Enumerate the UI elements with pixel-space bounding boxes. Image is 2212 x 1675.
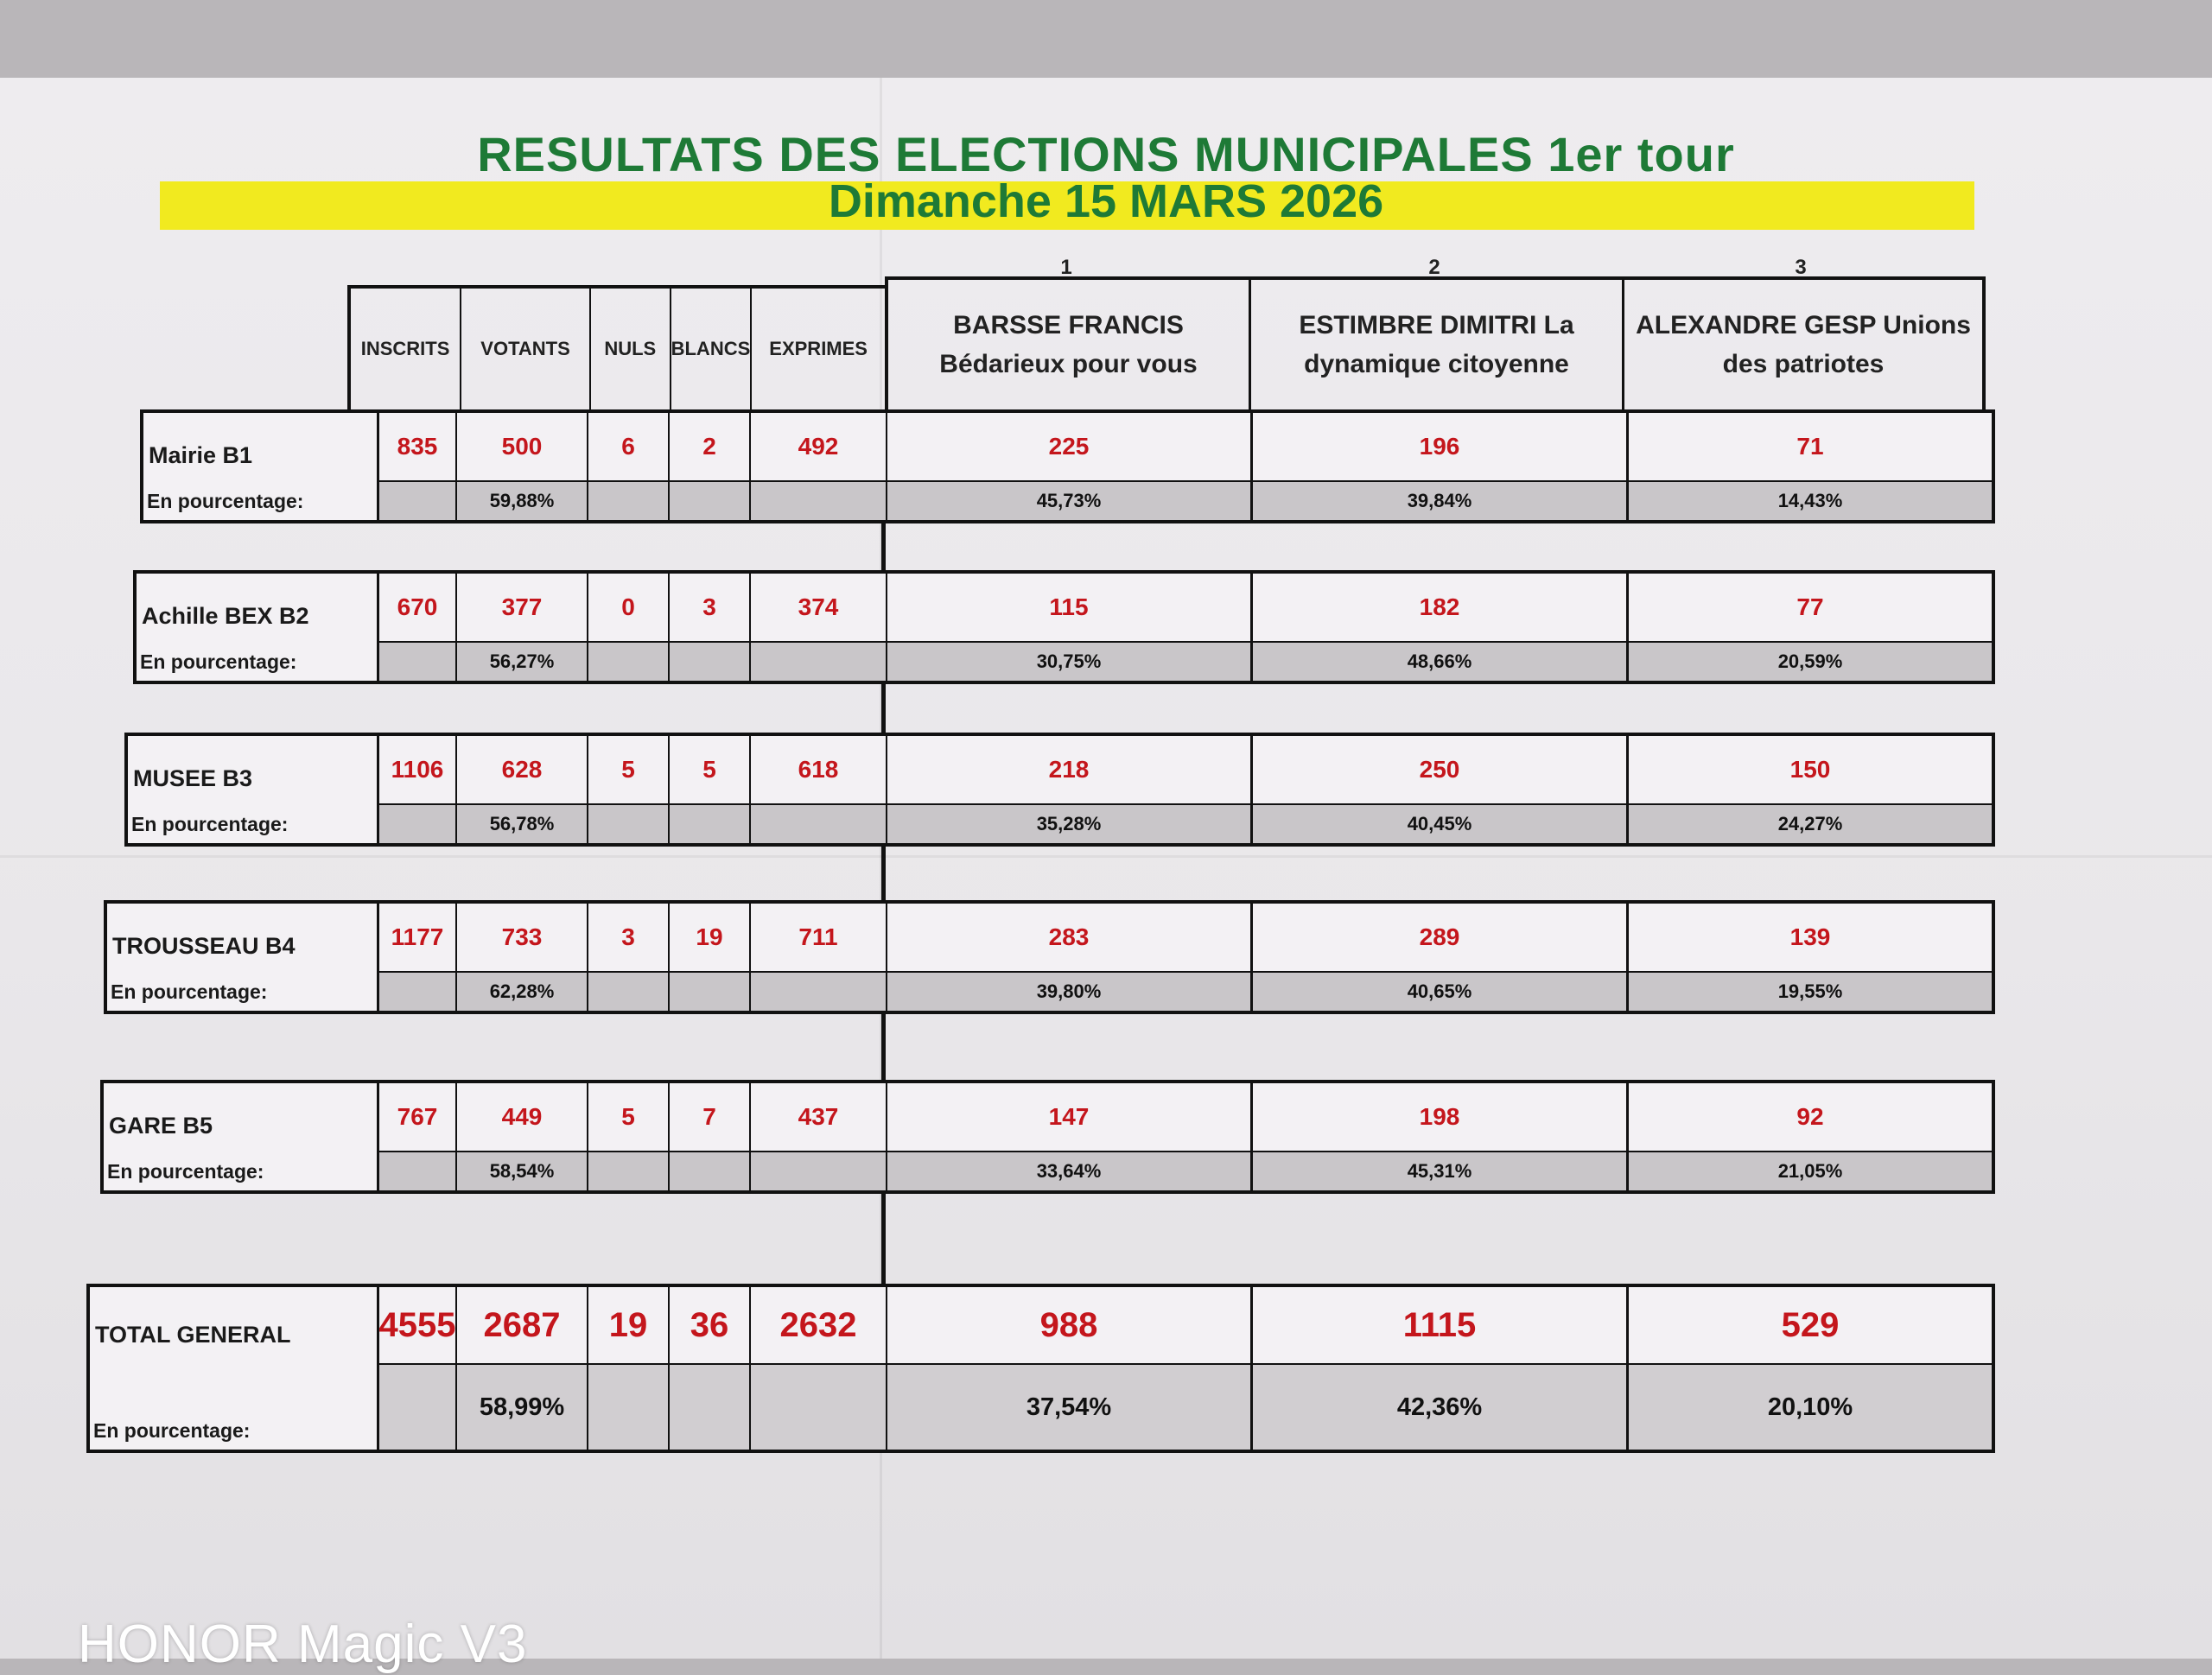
empty-pct-cell: [751, 805, 886, 843]
empty-pct-cell: [588, 1365, 668, 1450]
bureau-name: TROUSSEAU B4: [112, 933, 296, 959]
votants-pct: 59,88%: [457, 482, 587, 520]
empty-pct-cell: [751, 482, 886, 520]
bureau-name: MUSEE B3: [133, 765, 253, 791]
blancs-value: 2: [670, 413, 749, 482]
cell-exprimes: [751, 574, 887, 681]
candidate-votes: 250: [1253, 736, 1626, 805]
pct-label: En pourcentage:: [111, 980, 268, 1003]
candidate-votes: 147: [887, 1083, 1250, 1152]
candidate-1-cell: [887, 1287, 1253, 1450]
candidate-votes: 77: [1629, 574, 1992, 643]
empty-pct-cell: [379, 1365, 455, 1450]
cell-blancs: [670, 736, 751, 843]
cell-nuls: [588, 736, 670, 843]
candidate-votes: 150: [1629, 736, 1992, 805]
header-exprimes: EXPRIMES: [769, 338, 868, 359]
candidate-pct: 40,45%: [1253, 805, 1626, 843]
candidate-votes: 218: [887, 736, 1250, 805]
bureau-name-cell: [107, 904, 379, 1011]
candidate-3-cell: [1629, 904, 1992, 1011]
candidate-pct: 33,64%: [887, 1152, 1250, 1190]
empty-pct-cell: [670, 1365, 749, 1450]
cell-inscrits: [379, 736, 457, 843]
blancs-value: 19: [670, 904, 749, 973]
nuls-value: 0: [588, 574, 668, 643]
cell-blancs: [670, 413, 751, 520]
exprimes-value: 437: [751, 1083, 886, 1152]
bureau-name: Achille BEX B2: [142, 603, 309, 629]
cell-exprimes: [751, 413, 887, 520]
empty-pct-cell: [379, 973, 455, 1011]
votants-pct: 56,78%: [457, 805, 587, 843]
votants-pct: 62,28%: [457, 973, 587, 1011]
cell-inscrits: [379, 574, 457, 681]
inscrits-value: 835: [379, 413, 455, 482]
candidate-votes: 139: [1629, 904, 1992, 973]
cell-nuls: [588, 574, 670, 681]
cell-exprimes: [751, 1287, 887, 1450]
votants-value: 500: [457, 413, 587, 482]
candidate-number-3: 3: [1795, 256, 1807, 279]
blancs-value: 3: [670, 574, 749, 643]
empty-pct-cell: [751, 1152, 886, 1190]
candidate-pct: 45,73%: [887, 482, 1250, 520]
empty-pct-cell: [588, 1152, 668, 1190]
cell-inscrits: [379, 904, 457, 1011]
empty-pct-cell: [588, 482, 668, 520]
candidate-1-cell: [887, 413, 1253, 520]
votants-value: 377: [457, 574, 587, 643]
exprimes-value: 374: [751, 574, 886, 643]
empty-pct-cell: [751, 973, 886, 1011]
candidate-1-cell: [887, 1083, 1253, 1190]
candidate-pct: 35,28%: [887, 805, 1250, 843]
inscrits-value: 670: [379, 574, 455, 643]
bureau-name-cell: [137, 574, 379, 681]
bureau-row: [104, 900, 1995, 1014]
header-inscrits: INSCRITS: [351, 289, 461, 409]
votants-pct: 58,54%: [457, 1152, 587, 1190]
candidate-header-3: ALEXANDRE GESP Unions des patriotes: [1636, 311, 1971, 378]
page-title: RESULTATS DES ELECTIONS MUNICIPALES 1er tour: [477, 127, 1735, 181]
candidate-2-cell: [1253, 574, 1629, 681]
candidate-number-2: 2: [1428, 256, 1440, 279]
candidate-pct: 37,54%: [887, 1365, 1250, 1450]
candidate-header-1: BARSSE FRANCIS Bédarieux pour vous: [888, 280, 1251, 409]
header-nuls: NULS: [591, 289, 671, 409]
bureau-row: [100, 1080, 1995, 1194]
inscrits-value: 1177: [379, 904, 455, 973]
candidate-header-2: ESTIMBRE DIMITRI La dynamique citoyenne: [1251, 280, 1624, 409]
candidate-votes: 71: [1629, 413, 1992, 482]
votants-value: 449: [457, 1083, 587, 1152]
cell-nuls: [588, 1287, 670, 1450]
cell-inscrits: [379, 413, 457, 520]
cell-blancs: [670, 904, 751, 1011]
candidate-pct: 48,66%: [1253, 643, 1626, 681]
pct-label: En pourcentage:: [107, 1160, 264, 1183]
bureau-row: [124, 733, 1995, 847]
votants-value: 628: [457, 736, 587, 805]
nuls-value: 5: [588, 1083, 668, 1152]
candidate-2-cell: [1253, 1083, 1629, 1190]
candidate-pct: 40,65%: [1253, 973, 1626, 1011]
empty-pct-cell: [670, 805, 749, 843]
candidate-pct: 20,10%: [1629, 1365, 1992, 1450]
candidate-1-cell: [887, 904, 1253, 1011]
candidate-votes: 529: [1629, 1287, 1992, 1365]
empty-pct-cell: [670, 643, 749, 681]
candidate-3-cell: [1629, 413, 1992, 520]
cell-exprimes: [751, 1083, 887, 1190]
empty-pct-cell: [379, 482, 455, 520]
bureau-name: Mairie B1: [149, 442, 253, 468]
candidate-3-cell: [1629, 736, 1992, 843]
camera-watermark: HONOR Magic V3: [78, 1615, 528, 1674]
cell-blancs: [670, 1287, 751, 1450]
empty-pct-cell: [751, 1365, 886, 1450]
empty-pct-cell: [379, 1152, 455, 1190]
cell-votants: [457, 574, 588, 681]
candidate-votes: 198: [1253, 1083, 1626, 1152]
cell-exprimes: [751, 736, 887, 843]
exprimes-value: 2632: [751, 1287, 886, 1365]
nuls-value: 5: [588, 736, 668, 805]
candidate-number-1: 1: [1060, 256, 1072, 279]
candidate-votes: 225: [887, 413, 1250, 482]
exprimes-value: 711: [751, 904, 886, 973]
inscrits-value: 767: [379, 1083, 455, 1152]
cell-inscrits: [379, 1287, 457, 1450]
column-headers: [347, 285, 885, 413]
candidate-pct: 42,36%: [1253, 1365, 1626, 1450]
cell-votants: [457, 736, 588, 843]
nuls-value: 19: [588, 1287, 668, 1365]
candidate-1-cell: [887, 574, 1253, 681]
bureau-name-cell: [128, 736, 379, 843]
cell-votants: [457, 1083, 588, 1190]
total-row: [86, 1284, 1995, 1453]
header-blancs: BLANCS: [671, 289, 753, 409]
bureau-name-cell: [90, 1287, 379, 1450]
candidate-pct: 20,59%: [1629, 643, 1992, 681]
candidate-pct: 39,80%: [887, 973, 1250, 1011]
candidate-headers: [885, 276, 1986, 413]
cell-blancs: [670, 574, 751, 681]
cell-nuls: [588, 904, 670, 1011]
paper-fold-horizontal: [0, 855, 2212, 858]
cell-inscrits: [379, 1083, 457, 1190]
candidate-pct: 30,75%: [887, 643, 1250, 681]
votants-pct: 56,27%: [457, 643, 587, 681]
header-votants: VOTANTS: [461, 289, 591, 409]
cell-blancs: [670, 1083, 751, 1190]
cell-nuls: [588, 413, 670, 520]
bureau-row: [133, 570, 1995, 684]
bureau-row: [140, 409, 1995, 523]
candidate-votes: 283: [887, 904, 1250, 973]
pct-label: En pourcentage:: [147, 490, 304, 512]
candidate-3-cell: [1629, 1083, 1992, 1190]
empty-pct-cell: [379, 643, 455, 681]
candidate-votes: 115: [887, 574, 1250, 643]
empty-pct-cell: [379, 805, 455, 843]
candidate-pct: 14,43%: [1629, 482, 1992, 520]
cell-votants: [457, 904, 588, 1011]
page-subtitle: Dimanche 15 MARS 2026: [828, 175, 1384, 227]
candidate-3-cell: [1629, 1287, 1992, 1450]
blancs-value: 36: [670, 1287, 749, 1365]
nuls-value: 6: [588, 413, 668, 482]
candidate-pct: 19,55%: [1629, 973, 1992, 1011]
results-sheet: [0, 78, 2212, 1674]
cell-votants: [457, 413, 588, 520]
empty-pct-cell: [670, 973, 749, 1011]
cell-votants: [457, 1287, 588, 1450]
candidate-pct: 21,05%: [1629, 1152, 1992, 1190]
candidate-2-cell: [1253, 736, 1629, 843]
candidate-2-cell: [1253, 1287, 1629, 1450]
votants-value: 2687: [457, 1287, 587, 1365]
inscrits-value: 4555: [379, 1287, 455, 1365]
bureau-name: GARE B5: [109, 1113, 213, 1139]
candidate-votes: 988: [887, 1287, 1250, 1365]
exprimes-value: 618: [751, 736, 886, 805]
candidate-votes: 182: [1253, 574, 1626, 643]
candidate-2-cell: [1253, 413, 1629, 520]
candidate-pct: 45,31%: [1253, 1152, 1626, 1190]
nuls-value: 3: [588, 904, 668, 973]
bureau-name-cell: [143, 413, 379, 520]
bureau-name-cell: [104, 1083, 379, 1190]
candidate-3-cell: [1629, 574, 1992, 681]
empty-pct-cell: [588, 643, 668, 681]
empty-pct-cell: [751, 643, 886, 681]
empty-pct-cell: [670, 1152, 749, 1190]
candidate-votes: 289: [1253, 904, 1626, 973]
pct-label: En pourcentage:: [93, 1419, 251, 1442]
candidate-votes: 1115: [1253, 1287, 1626, 1365]
candidate-pct: 24,27%: [1629, 805, 1992, 843]
blancs-value: 7: [670, 1083, 749, 1152]
candidate-pct: 39,84%: [1253, 482, 1626, 520]
pct-label: En pourcentage:: [140, 650, 297, 673]
inscrits-value: 1106: [379, 736, 455, 805]
empty-pct-cell: [588, 805, 668, 843]
votants-pct: 58,99%: [457, 1365, 587, 1450]
pct-label: En pourcentage:: [131, 813, 289, 835]
empty-pct-cell: [588, 973, 668, 1011]
votants-value: 733: [457, 904, 587, 973]
exprimes-value: 492: [751, 413, 886, 482]
bureau-name: TOTAL GENERAL: [95, 1322, 291, 1348]
cell-exprimes: [751, 904, 887, 1011]
blancs-value: 5: [670, 736, 749, 805]
candidate-votes: 92: [1629, 1083, 1992, 1152]
candidate-2-cell: [1253, 904, 1629, 1011]
cell-nuls: [588, 1083, 670, 1190]
empty-pct-cell: [670, 482, 749, 520]
candidate-1-cell: [887, 736, 1253, 843]
candidate-votes: 196: [1253, 413, 1626, 482]
